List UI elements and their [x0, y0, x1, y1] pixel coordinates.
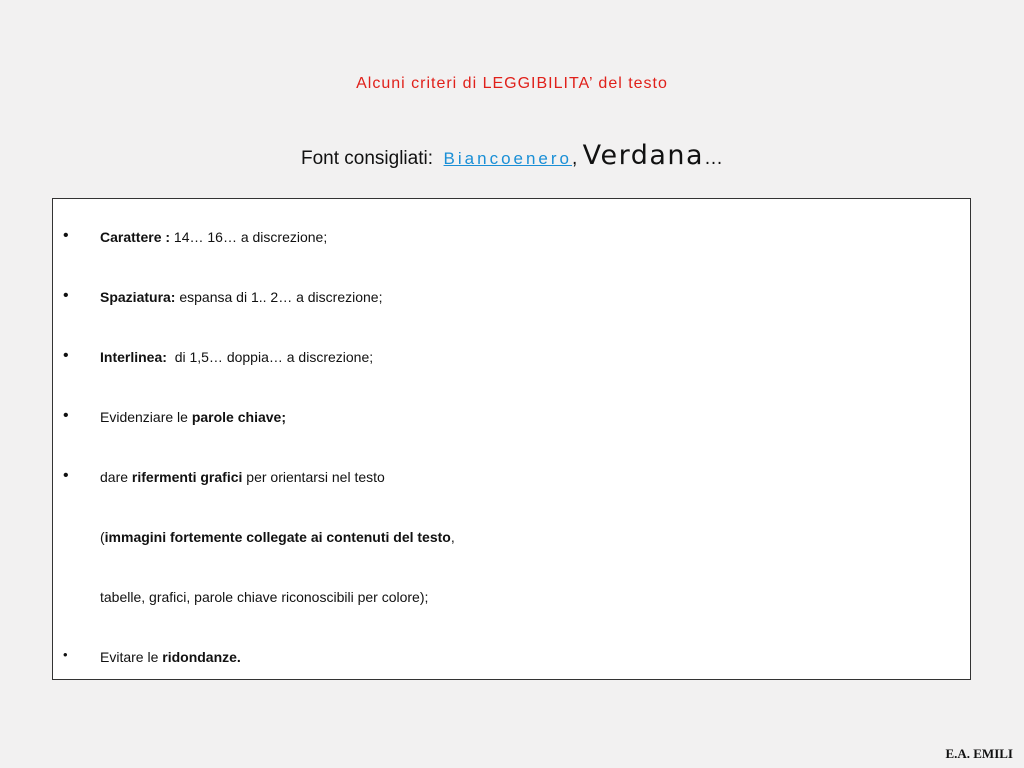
- evidenziare-prefix: Evidenziare le: [100, 409, 188, 425]
- bullet-icon: •: [63, 407, 69, 424]
- dare-bold: rifermenti grafici: [131, 469, 243, 485]
- immagini-close: ,: [450, 529, 455, 545]
- carattere-label: Carattere :: [100, 229, 171, 245]
- fonts-prefix: Font consigliati:: [300, 148, 433, 169]
- dare-prefix: dare: [100, 469, 129, 485]
- carattere-text: 14… 16… a discrezione;: [173, 229, 328, 245]
- interlinea-label: Interlinea:: [100, 349, 167, 365]
- tabelle-text: tabelle, grafici, parole chiave riconoscibili per colore);: [100, 589, 429, 605]
- immagini-open: (: [100, 529, 105, 545]
- dare-suffix: per orientarsi nel testo: [246, 469, 385, 485]
- criteria-box: [52, 198, 971, 680]
- spaziatura-text: espansa di 1.. 2… a discrezione;: [179, 289, 383, 305]
- fonts-comma: ,: [572, 148, 578, 169]
- evitare-bold: ridondanze.: [162, 649, 241, 665]
- bullet-icon: •: [63, 467, 69, 484]
- evidenziare-bold: parole chiave;: [191, 409, 286, 425]
- spaziatura-label: Spaziatura:: [100, 289, 176, 305]
- biancoenero-font-link[interactable]: Biancoenero: [443, 149, 573, 168]
- bullet-icon: •: [63, 287, 69, 304]
- immagini-bold: immagini fortemente collegate ai contenuti del testo: [104, 529, 451, 545]
- verdana-font-sample: Verdana: [582, 140, 705, 171]
- bullet-icon: •: [63, 647, 68, 662]
- interlinea-text: di 1,5… doppia… a discrezione;: [174, 349, 374, 365]
- fonts-suffix: …: [704, 148, 724, 169]
- evitare-prefix: Evitare le: [100, 649, 159, 665]
- bullet-icon: •: [63, 347, 69, 364]
- slide-title: Alcuni criteri di LEGGIBILITA’ del testo: [356, 75, 668, 92]
- bullet-icon: •: [63, 227, 69, 244]
- recommended-fonts-line: [0, 140, 1024, 171]
- author-signature: E.A. EMILI: [945, 746, 1013, 761]
